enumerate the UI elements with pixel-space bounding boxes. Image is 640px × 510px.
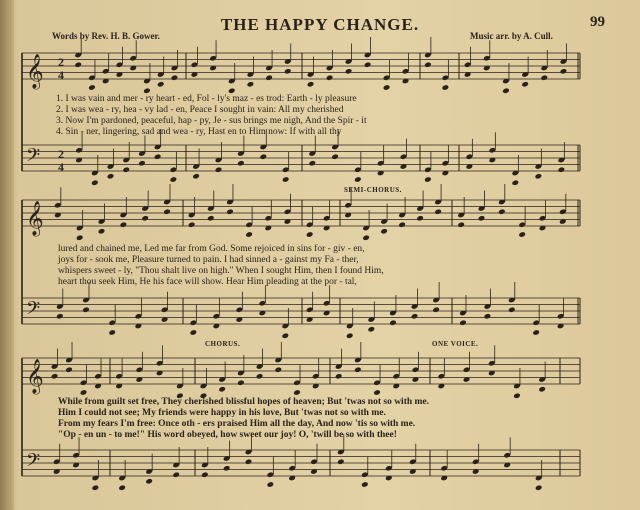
- treble-clef-icon: 𝄞: [26, 359, 44, 394]
- treble-note: [306, 231, 314, 238]
- treble-note: [398, 221, 406, 228]
- treble-note: [163, 208, 171, 215]
- treble-note: [478, 215, 486, 222]
- treble-note: [502, 87, 510, 94]
- treble-note: [416, 215, 424, 222]
- treble-note: [442, 84, 450, 91]
- treble-note: [188, 221, 196, 228]
- time-signature-denominator: 4: [58, 160, 64, 174]
- verse3-line3: From my fears I'm free: Once oth - ers praised Him all the day, And now 'tis so with me.: [58, 419, 416, 429]
- treble-note: [247, 81, 255, 88]
- bass-note: [118, 484, 126, 491]
- bass-note: [259, 153, 267, 160]
- verse4-line3: "Op - en un - to me!" His word obeyed, how sweet our joy! O, 'twill be so with thee!: [58, 430, 397, 440]
- bass-note: [535, 484, 543, 491]
- treble-note: [256, 373, 264, 380]
- bass-note: [267, 481, 275, 488]
- verse2-line1: 2. I was wea - ry, hea - vy lad - en, Peace I sought in vain: All my cherished: [56, 105, 344, 115]
- verse1-line1: 1. I was vain and mer - ry heart - ed, Fol - ly's maz - es trod: Earth - ly pleasure: [56, 94, 357, 104]
- bass-note: [459, 319, 467, 326]
- treble-clef-icon: 𝄞: [26, 201, 44, 236]
- hymn-title: THE HAPPY CHANGE.: [220, 15, 420, 34]
- bass-note: [432, 306, 440, 313]
- one-voice-marker: ONE VOICE.: [432, 340, 479, 348]
- bass-note: [122, 166, 130, 173]
- bass-note: [368, 326, 376, 333]
- bass-note: [154, 153, 162, 160]
- treble-note: [157, 81, 165, 88]
- treble-note: [76, 234, 84, 241]
- treble-note: [380, 228, 388, 235]
- bass-note: [361, 481, 369, 488]
- treble-note: [345, 68, 353, 75]
- treble-note: [513, 392, 521, 399]
- bass-note: [107, 173, 115, 180]
- bass-note: [92, 484, 100, 491]
- bass-note: [354, 176, 362, 183]
- bass-note: [558, 166, 566, 173]
- verse3-line2: whispers sweet - ly, "Thou shalt live on high." When I sought Him, then I found Him,: [58, 266, 384, 276]
- bass-note: [535, 173, 543, 180]
- treble-note: [383, 84, 391, 91]
- bass-note: [201, 471, 209, 478]
- bass-note: [215, 166, 223, 173]
- bass-note: [337, 458, 345, 465]
- bass-note: [223, 465, 231, 472]
- bass-note: [138, 160, 146, 167]
- bass-note: [308, 160, 316, 167]
- bass-note: [512, 179, 520, 186]
- treble-note: [362, 234, 370, 241]
- treble-note: [518, 231, 526, 238]
- treble-note: [335, 373, 343, 380]
- bass-note: [190, 329, 198, 336]
- treble-note: [207, 215, 215, 222]
- bass-clef-icon: 𝄢: [26, 298, 41, 324]
- treble-note: [245, 231, 253, 238]
- treble-note: [457, 221, 465, 228]
- treble-note: [284, 68, 292, 75]
- music-credit: Music arr. by A. Cull.: [470, 31, 553, 41]
- bass-note: [145, 478, 153, 485]
- bass-note: [172, 471, 180, 478]
- treble-note: [120, 221, 128, 228]
- treble-note: [141, 215, 149, 222]
- treble-note: [307, 81, 315, 88]
- bass-note: [282, 176, 290, 183]
- treble-note: [274, 366, 282, 373]
- bass-note: [245, 458, 253, 465]
- time-signature-denominator: 4: [58, 68, 64, 82]
- treble-note: [171, 74, 179, 81]
- page-number: 99: [590, 14, 605, 30]
- bass-note: [56, 313, 64, 320]
- verse2-line3: Him I could not see; My friends were happy in his love, But 'twas not so with me.: [58, 408, 386, 418]
- bass-note: [192, 173, 200, 180]
- bass-clef-icon: 𝄢: [26, 145, 41, 171]
- bass-note: [91, 179, 99, 186]
- time-signature-numerator: 2: [58, 147, 64, 161]
- verse4-line1: 4. Sin - ner, lingering, sad and wea - ry, Hast en to Him now: If with all thy: [56, 127, 342, 137]
- words-credit: Words by Rev. H. B. Gower.: [52, 31, 160, 41]
- bass-note: [170, 176, 178, 183]
- treble-note: [540, 74, 548, 81]
- bass-note: [508, 306, 516, 313]
- treble-note: [560, 68, 568, 75]
- treble-note: [88, 84, 96, 91]
- treble-note: [538, 386, 546, 393]
- verse4-line2: heart thou seek Him, He his face will show. Hear Him pleading at the por - tal,: [58, 277, 357, 287]
- treble-clef-icon: 𝄞: [26, 54, 44, 89]
- treble-note: [98, 228, 106, 235]
- treble-note: [74, 61, 82, 68]
- treble-note: [51, 373, 59, 380]
- treble-note: [265, 74, 273, 81]
- treble-note: [218, 386, 226, 393]
- bass-note: [237, 160, 245, 167]
- treble-note: [326, 74, 334, 81]
- treble-note: [364, 61, 372, 68]
- verse3-line1: 3. Now I'm pardoned, peaceful, hap - py, Je - sus brings me nigh, And the Spir - it: [56, 116, 367, 126]
- bass-note: [346, 332, 354, 339]
- bass-note: [282, 332, 290, 339]
- verse2-line2: joys for - sook me, Pleasure turned to pain. I had sinned a - gainst my Fa - ther,: [58, 255, 359, 265]
- bass-note: [532, 329, 540, 336]
- bass-note: [82, 306, 90, 313]
- treble-note: [293, 389, 301, 396]
- bass-note: [424, 176, 432, 183]
- time-signature-numerator: 2: [58, 55, 64, 69]
- treble-note: [373, 389, 381, 396]
- bass-note: [411, 313, 419, 320]
- treble-note: [498, 208, 506, 215]
- treble-note: [354, 366, 362, 373]
- semi-chorus-marker: SEMI-CHORUS.: [344, 186, 402, 194]
- bass-note: [331, 153, 339, 160]
- treble-note: [434, 208, 442, 215]
- bass-clef-icon: 𝄢: [26, 450, 41, 476]
- chorus-marker: CHORUS.: [205, 340, 241, 348]
- treble-note: [226, 208, 234, 215]
- treble-note: [521, 81, 529, 88]
- treble-note: [65, 366, 73, 373]
- bass-note: [484, 313, 492, 320]
- verse1-line2: lured and chained me, Led me far from God. Some rejoiced in sins for - giv - en,: [58, 244, 365, 254]
- bass-note: [389, 319, 397, 326]
- treble-note: [424, 61, 432, 68]
- treble-note: [80, 389, 88, 396]
- verse1-line3: While from guilt set free, They cherished blissful hopes of heaven; But 'twas not so with me.: [58, 397, 430, 407]
- bass-note: [108, 329, 116, 336]
- treble-note: [237, 379, 245, 386]
